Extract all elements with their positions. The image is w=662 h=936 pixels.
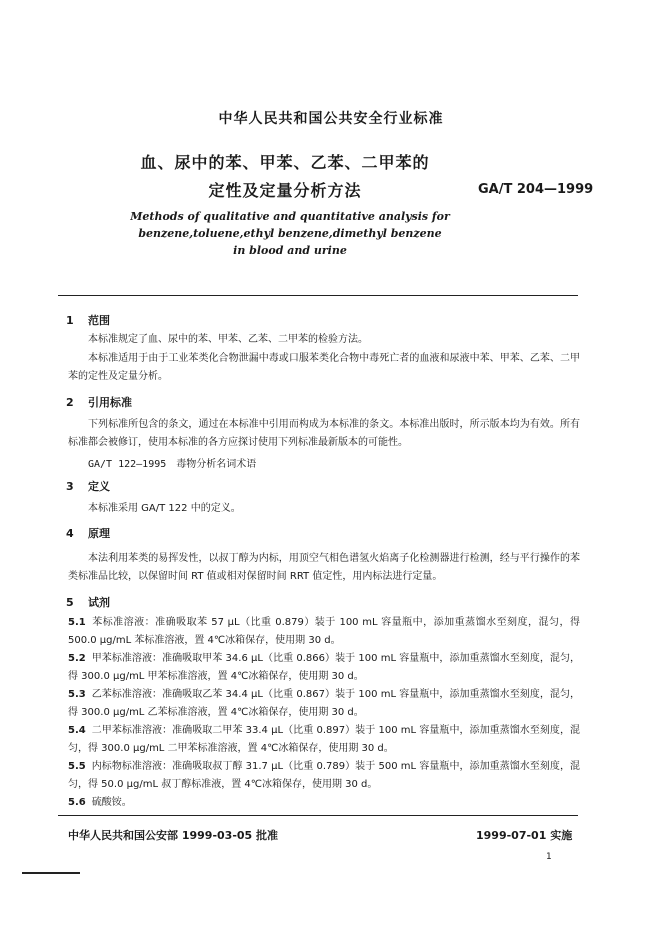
reagent-item [68, 794, 580, 812]
english-title-line1: Methods of qualitative and quantitative analysis for [130, 210, 450, 223]
item-number: 5.4 [68, 725, 86, 736]
section-1-paragraph-1: 本标准规定了血、尿中的苯、甲苯、乙苯、二甲苯的检验方法。 [88, 334, 368, 345]
reagent-item [68, 722, 580, 758]
scan-mark [22, 872, 80, 874]
normative-reference [88, 455, 256, 470]
english-title-line2: benzene,toluene,ethyl benzene,dimethyl benzene [138, 227, 442, 240]
section-number: 5 [66, 596, 74, 609]
section-3-heading [66, 478, 110, 494]
reference-title: 毒物分析名词术语 [176, 459, 257, 470]
section-1-paragraph-2: 本标准适用于由于工业苯类化合物泄漏中毒或口服苯类化合物中毒死亡者的血液和尿液中苯、甲苯、乙苯、二甲苯的定性及定量分析。 [68, 353, 580, 382]
section-2-paragraph-1: 下列标准所包含的条文，通过在本标准中引用而构成为本标准的条文。本标准出版时，所示版本均为有效。所有标准都会被修订，使用本标准的各方应探讨使用下列标准最新版本的可能性。 [68, 419, 580, 448]
item-number: 5.1 [68, 617, 86, 628]
item-text: 乙苯标准溶液：准确吸取乙苯 34.4 μL（比重 0.867）装于 100 mL 容量瓶中，添加重蒸馏水至刻度，混匀，得 300.0 μg/mL 乙苯标准溶液，置 4℃冰箱保存，使用期 30 d。 [68, 689, 580, 718]
item-number: 5.2 [68, 653, 86, 664]
document-title-line2: 定性及定量分析方法 [208, 181, 362, 200]
issuing-authority: 中华人民共和国公共安全行业标准 [218, 111, 444, 127]
section-number: 2 [66, 396, 74, 409]
item-number: 5.6 [68, 797, 86, 808]
item-number: 5.3 [68, 689, 86, 700]
section-number: 4 [66, 527, 74, 540]
title-divider [58, 295, 578, 296]
section-title: 范围 [88, 314, 110, 327]
section-3-paragraph-1: 本标准采用 GA/T 122 中的定义。 [88, 503, 241, 514]
english-title-line3: in blood and urine [233, 244, 347, 257]
item-text: 甲苯标准溶液：准确吸取甲苯 34.6 μL（比重 0.866）装于 100 mL 容量瓶中，添加重蒸馏水至刻度，混匀，得 300.0 μg/mL 甲苯标准溶液，置 4℃冰箱保存，使用期 30 d。 [68, 653, 580, 682]
reference-code: GA/T 122—1995 [88, 459, 167, 470]
section-1-heading [66, 312, 110, 328]
section-number: 3 [66, 480, 74, 493]
section-4-heading [66, 525, 110, 541]
implementation-date: 1999-07-01 实施 [476, 829, 573, 842]
item-number: 5.5 [68, 761, 86, 772]
section-2-heading [66, 394, 132, 410]
approval-statement: 中华人民共和国公安部 1999-03-05 批准 [68, 829, 279, 842]
item-text: 硫酸铵。 [91, 797, 132, 808]
section-5-heading [66, 594, 110, 610]
reagent-item [68, 758, 580, 794]
item-text: 苯标准溶液：准确吸取苯 57 μL（比重 0.879）装于 100 mL 容量瓶中，添加重蒸馏水至刻度，混匀，得 500.0 μg/mL 苯标准溶液，置 4℃冰箱保存，使用期 30 d。 [68, 617, 580, 646]
reagent-item [68, 614, 580, 650]
section-title: 定义 [88, 480, 110, 493]
page-number: 1 [546, 852, 552, 862]
section-title: 引用标准 [88, 396, 132, 409]
section-4-paragraph-1: 本法利用苯类的易挥发性，以叔丁醇为内标，用顶空气相色谱氢火焰离子化检测器进行检测，经与平行操作的苯类标准品比较，以保留时间 RT 值或相对保留时间 RRT 值定性，用内标法进行定量。 [68, 553, 580, 582]
section-title: 原理 [88, 527, 110, 540]
item-text: 二甲苯标准溶液：准确吸取二甲苯 33.4 μL（比重 0.897）装于 100 mL 容量瓶中，添加重蒸馏水至刻度，混匀，得 300.0 μg/mL 二甲苯标准溶液，置 4℃冰箱保存，使用期 30 d。 [68, 725, 580, 754]
section-title: 试剂 [88, 596, 110, 609]
reagent-item [68, 686, 580, 722]
reagent-item [68, 650, 580, 686]
document-title-line1: 血、尿中的苯、甲苯、乙苯、二甲苯的 [140, 153, 430, 172]
section-number: 1 [66, 314, 74, 327]
item-text: 内标物标准溶液：准确吸取叔丁醇 31.7 μL（比重 0.789）装于 500 mL 容量瓶中，添加重蒸馏水至刻度，混匀，得 50.0 μg/mL 叔丁醇标准液，置 4℃冰箱保存，使用期 30 d。 [68, 761, 580, 790]
footer-divider [58, 815, 578, 816]
standard-code: GA/T 204—1999 [478, 182, 594, 197]
